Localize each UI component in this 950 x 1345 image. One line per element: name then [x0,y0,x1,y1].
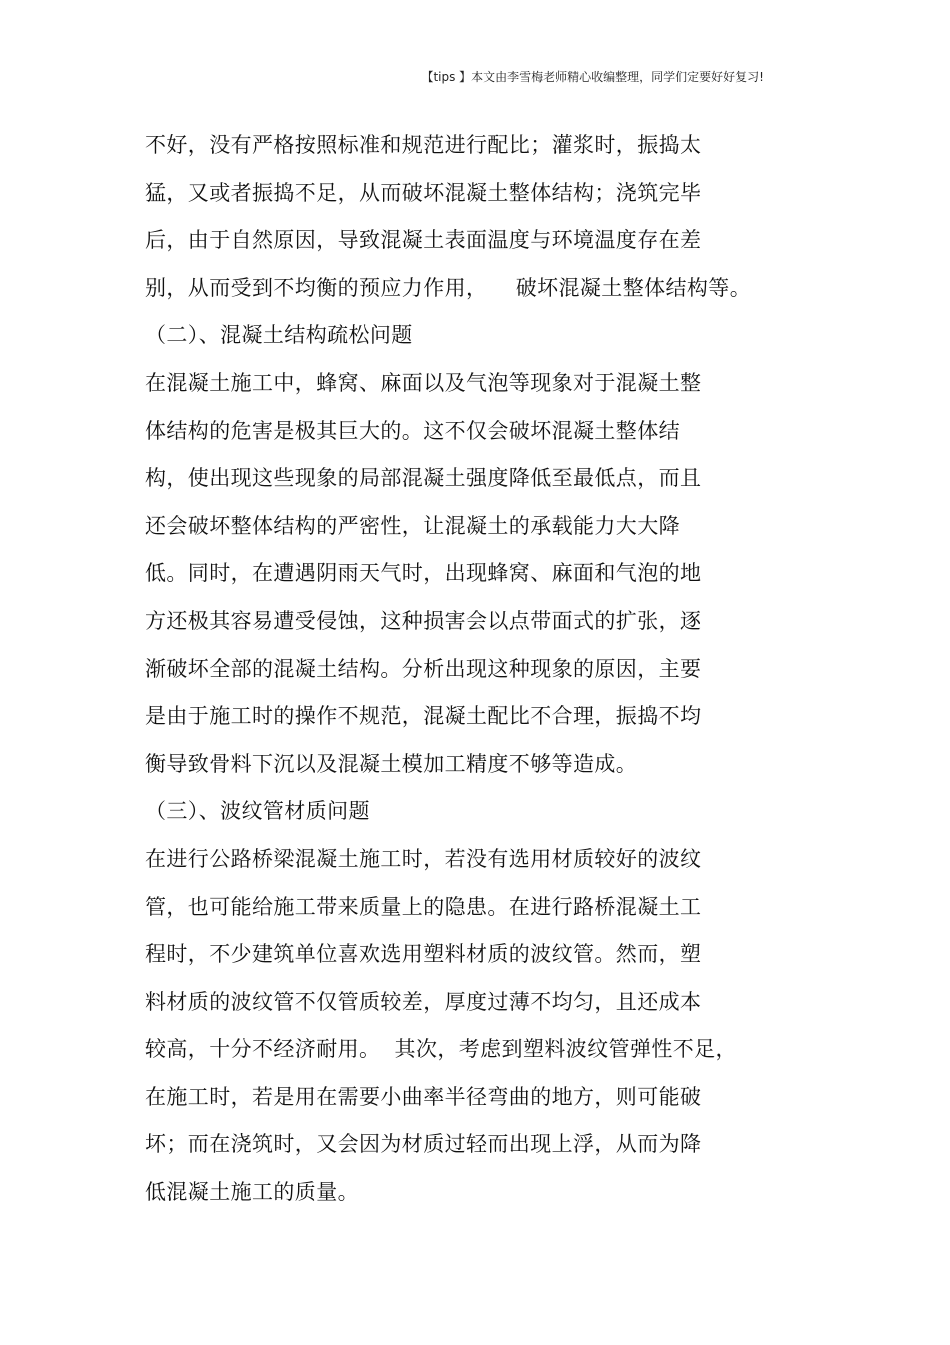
text-line: 程时，不少建筑单位喜欢选用塑料材质的波纹管。然而，塑 [145,942,702,967]
text-line: 渐破坏全部的混凝土结构。分析出现这种现象的原因，主要 [145,656,702,681]
text-line: 管，也可能给施工带来质量上的隐患。在进行路桥混凝土工 [145,894,702,919]
text-line: 不好，没有严格按照标准和规范进行配比；灌浆时，振捣太 [145,133,702,157]
section-heading: （三）、波纹管材质问题 [145,799,370,824]
document-body [145,128,845,1223]
header-note: 【tips 】本文由李雪梅老师精心收编整理，同学们定要好好复习! [421,70,764,84]
text-line: 在进行公路桥梁混凝土施工时，若没有选用材质较好的波纹 [145,846,702,871]
text-line: 在混凝土施工中，蜂窝、麻面以及气泡等现象对于混凝土整 [145,370,702,395]
text-line: 猛，又或者振捣不足，从而破坏混凝土整体结构；浇筑完毕 [145,180,702,205]
text-line: 低混凝土施工的质量。 [145,1180,359,1205]
text-line: 坏；而在浇筑时，又会因为材质过轻而出现上浮，从而为降 [145,1132,702,1157]
text-line: 别，从而受到不均衡的预应力作用， 破坏混凝土整体结构等。 [145,275,752,300]
text-line: 较高，十分不经济耐用。 其次，考虑到塑料波纹管弹性不足， [145,1037,737,1062]
text-line: 后，由于自然原因，导致混凝土表面温度与环境温度存在差 [145,228,702,253]
text-line: 构，使出现这些现象的局部混凝土强度降低至最低点，而且 [145,466,702,491]
text-line: 方还极其容易遭受侵蚀，这种损害会以点带面式的扩张，逐 [145,608,702,633]
text-line: 体结构的危害是极其巨大的。这不仅会破坏混凝土整体结 [145,418,680,443]
text-line: 料材质的波纹管不仅管质较差，厚度过薄不均匀，且还成本 [145,989,702,1014]
text-line: 还会破坏整体结构的严密性，让混凝土的承载能力大大降 [145,513,680,538]
section-heading: （二）、混凝土结构疏松问题 [145,323,413,348]
text-line: 低。同时，在遭遇阴雨天气时，出现蜂窝、麻面和气泡的地 [145,561,702,586]
text-line: 衡导致骨料下沉以及混凝土模加工精度不够等造成。 [145,751,638,776]
text-line: 是由于施工时的操作不规范，混凝土配比不合理，振捣不均 [145,704,702,729]
text-line: 在施工时，若是用在需要小曲率半径弯曲的地方，则可能破 [145,1084,702,1109]
